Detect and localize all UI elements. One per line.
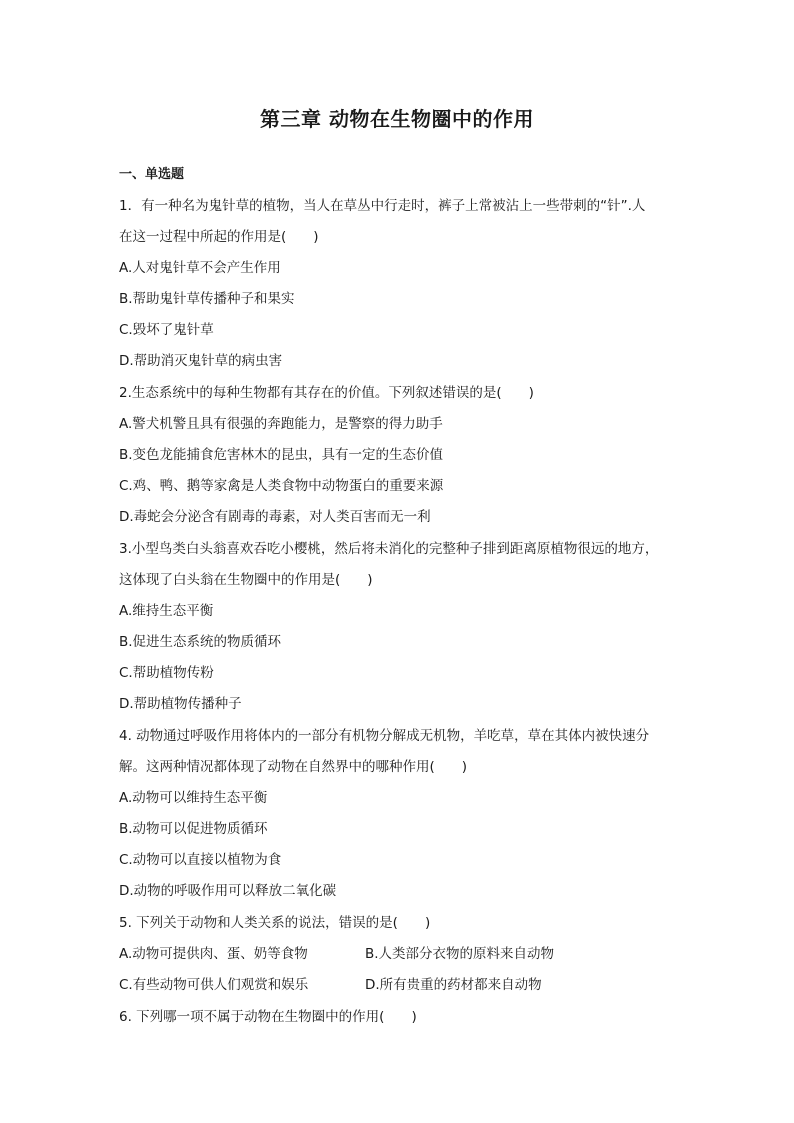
q3-option-b: B.促进生态系统的物质循环 — [119, 634, 282, 650]
q5-option-d: D.所有贵重的药材都来自动物 — [365, 977, 542, 993]
q1-option-c: C.毁坏了鬼针草 — [119, 322, 214, 338]
q5-stem-line1: 5. 下列关于动物和人类关系的说法，错误的是( ) — [119, 915, 431, 931]
q2-option-c: C.鸡、鸭、鹅等家禽是人类食物中动物蛋白的重要来源 — [119, 478, 444, 494]
q1-stem-line1: 1．有一种名为鬼针草的植物，当人在草丛中行走时，裤子上常被沾上一些带刺的“针”.人 — [119, 198, 646, 214]
page-title: 第三章 动物在生物圈中的作用 — [260, 107, 534, 131]
q3-option-d: D.帮助植物传播种子 — [119, 696, 242, 712]
q4-option-b: B.动物可以促进物质循环 — [119, 821, 268, 837]
q3-stem-line2: 这体现了白头翁在生物圈中的作用是( ) — [119, 572, 373, 588]
q4-option-c: C.动物可以直接以植物为食 — [119, 852, 282, 868]
q2-option-b: B.变色龙能捕食危害林木的昆虫，具有一定的生态价值 — [119, 447, 444, 463]
q6-stem-line1: 6. 下列哪一项不属于动物在生物圈中的作用( ) — [119, 1009, 417, 1025]
q4-stem-line2: 解。这两种情况都体现了动物在自然界中的哪种作用( ) — [119, 759, 468, 775]
q1-option-a: A.人对鬼针草不会产生作用 — [119, 260, 281, 276]
q2-option-a: A.警犬机警且具有很强的奔跑能力，是警察的得力助手 — [119, 416, 443, 432]
q5-option-c: C.有些动物可供人们观赏和娱乐 — [119, 977, 309, 993]
q3-stem-line1: 3.小型鸟类白头翁喜欢吞吃小樱桃，然后将未消化的完整种子排到距离原植物很远的地方， — [119, 541, 659, 557]
section-heading: 一、单选题 — [119, 167, 185, 182]
q3-option-a: A.维持生态平衡 — [119, 603, 214, 619]
q4-option-d: D.动物的呼吸作用可以释放二氧化碳 — [119, 883, 337, 899]
q5-option-b: B.人类部分衣物的原料来自动物 — [365, 946, 555, 962]
q1-option-d: D.帮助消灭鬼针草的病虫害 — [119, 353, 283, 369]
q1-option-b: B.帮助鬼针草传播种子和果实 — [119, 291, 295, 307]
q4-option-a: A.动物可以维持生态平衡 — [119, 790, 268, 806]
q4-stem-line1: 4. 动物通过呼吸作用将体内的一部分有机物分解成无机物，羊吃草，草在其体内被快速分 — [119, 728, 650, 744]
q1-stem-line2: 在这一过程中所起的作用是( ) — [119, 229, 319, 245]
q2-stem-line1: 2.生态系统中的每种生物都有其存在的价值。下列叙述错误的是( ) — [119, 385, 534, 401]
q5-option-a: A.动物可提供肉、蛋、奶等食物 — [119, 946, 308, 962]
q3-option-c: C.帮助植物传粉 — [119, 665, 214, 681]
q2-option-d: D.毒蛇会分泌含有剧毒的毒素，对人类百害而无一利 — [119, 509, 431, 525]
